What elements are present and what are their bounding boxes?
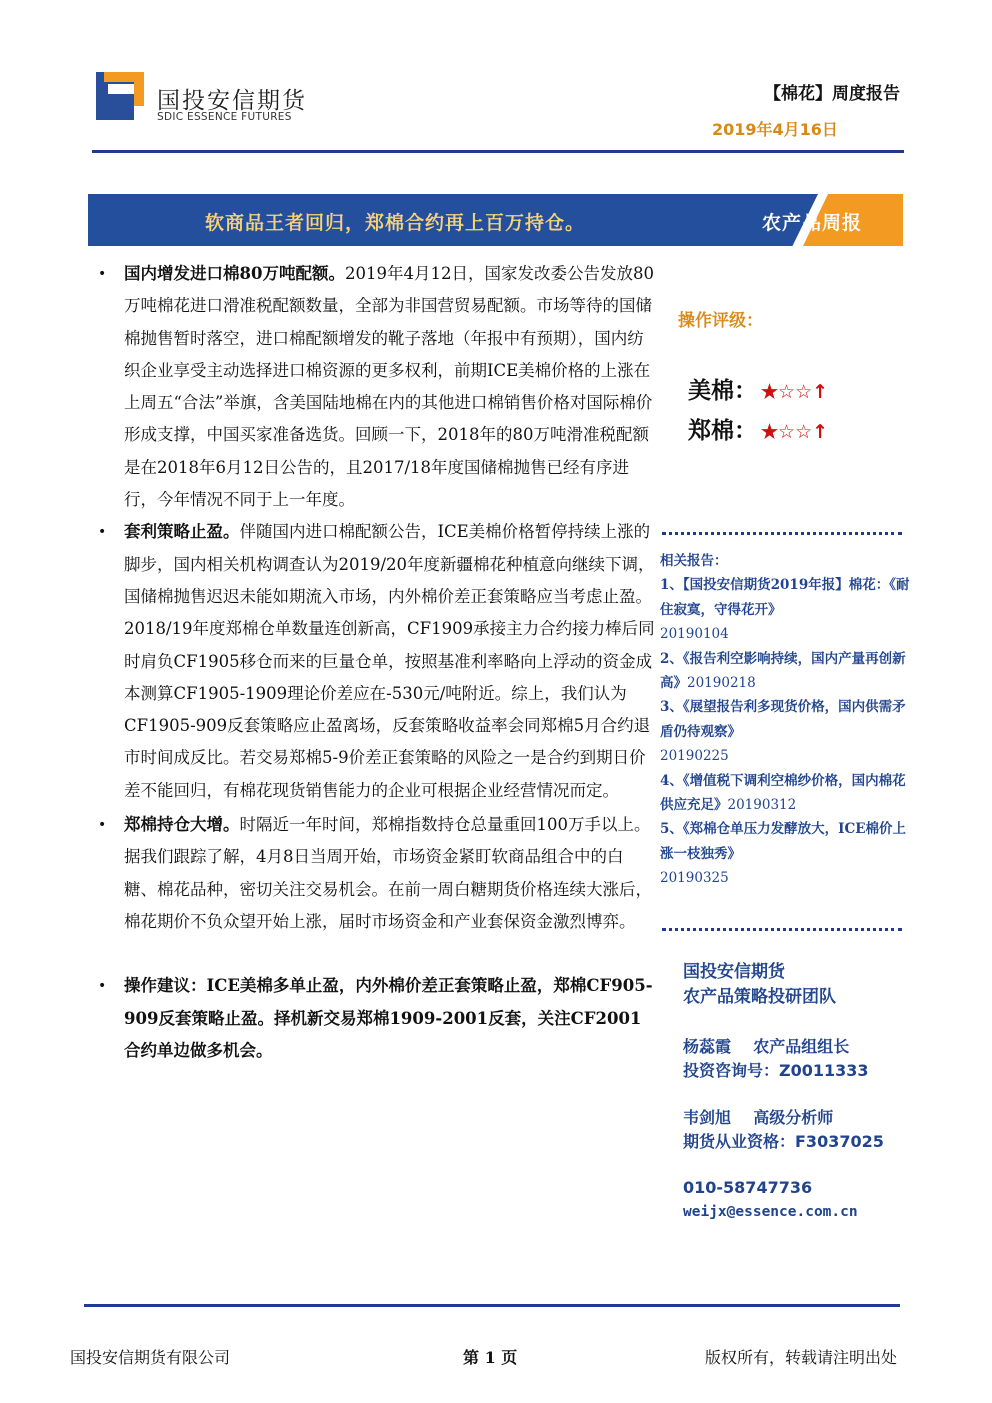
star-hollow-icon: ☆☆ — [778, 381, 813, 403]
report-headline: 软商品王者回归，郑棉合约再上百万持仓。 — [205, 212, 586, 234]
rating-label: 郑棉： — [688, 417, 757, 444]
related-item[interactable]: 1、【国投安信期货2019年报】棉花：《耐住寂寞，守得花开》 20190104 — [660, 577, 910, 643]
analyst-id: 投资咨询号：Z0011333 — [683, 1061, 869, 1080]
arrow-up-icon: ↑ — [812, 381, 829, 403]
paragraph-text: 2019年4月12日，国家发改委公告发放80万吨棉花进口滑准税配额数量，全部为非国营贸易配额。市场等待的国储棉抛售暂时落空，进口棉配额增发的靴子落地（年报中有预期），国内纺织企业享受主动选择进口棉资源的更多权利，前期ICE美棉价格的上涨在上周五“合法”举旗，含美国陆地棉在内的其他进口棉销售价格对国际棉价形成支撑，中国买家准备选货。回顾一下，2018年的80万吨滑准税配额是在2018年6月12日公告的，且2017/18年度国储棉抛售已经有序进行，今年情况不同于上一年度。 — [124, 264, 654, 510]
bullet-icon: • — [98, 817, 107, 834]
related-item[interactable]: 2、《报告利空影响持续，国内产量再创新高》20190218 — [660, 650, 906, 692]
related-item[interactable]: 3、《展望报告利多现货价格，国内供需矛盾仍待观察》 20190225 — [660, 699, 906, 765]
star-hollow-icon: ☆☆ — [778, 421, 813, 443]
paragraph-lead: 国内增发进口棉80万吨配额。 — [124, 264, 345, 283]
page-number: 第 1 页 — [463, 1348, 518, 1367]
related-title: 相关报告： — [660, 553, 728, 569]
contact-phone: 010-58747736 — [683, 1178, 813, 1197]
main-content — [96, 258, 656, 1067]
team-name: 农产品策略投研团队 — [683, 987, 836, 1007]
bullet-paragraph — [96, 516, 656, 807]
related-item[interactable]: 4、《增值税下调利空棉纱价格，国内棉花供应充足》20190312 — [660, 772, 906, 814]
report-type: 【棉花】周度报告 — [764, 84, 900, 104]
analyst-2 — [683, 1106, 913, 1154]
company-logo — [96, 72, 144, 120]
paragraph-lead: 操作建议：ICE美棉多单止盈，内外棉价差正套策略止盈，郑棉CF905-909反套策略止盈。择机新交易郑棉1909-2001反套，关注CF2001合约单边做多机会。 — [124, 976, 653, 1060]
footer-divider — [84, 1304, 900, 1307]
bullet-paragraph — [96, 258, 656, 516]
footer-copyright: 版权所有，转载请注明出处 — [705, 1348, 898, 1367]
paragraph-lead: 郑棉持仓大增。 — [124, 815, 240, 835]
footer-company: 国投安信期货有限公司 — [70, 1348, 231, 1367]
paragraph-text: 时隔近一年时间，郑棉指数持仓总量重回100万手以上。据我们跟踪了解，4月8日当周开始，市场资金紧盯软商品组合中的白糖、棉花品种，密切关注交易机会。在前一周白糖期货价格连续大涨后，棉花期价不负众望开始上涨，届时市场资金和产业套保资金激烈博弈。 — [124, 815, 652, 931]
bullet-paragraph — [96, 809, 656, 938]
header-divider — [92, 150, 904, 153]
contact-block — [683, 1176, 913, 1224]
paragraph-text: 伴随国内进口棉配额公告，ICE美棉价格暂停持续上涨的脚步，国内相关机构调查认为2019/20年度新疆棉花种植意向继续下调，国储棉抛售迟迟未能如期流入市场，内外棉价差正套策略应当考虑止盈。2018/19年度郑棉仓单数量连创新高，CF1909承接主力合约接力棒后同时肩负CF1905移仓而来的巨量仓单，按照基准利率略向上浮动的资金成本测算CF1905-1909理论价差应在-530元/吨附近。综上，我们认为CF1905-909反套策略应止盈离场，反套策略收益率会同郑棉5月合约退市时间成反比。若交易郑棉5-9价差正套策略的风险之一是合约到期日价差不能回归，有棉花现货销售能力的企业可根据企业经营情况而定。 — [124, 522, 655, 800]
brand-name-cn: 国投安信期货 — [157, 88, 307, 114]
rating-label: 美棉： — [688, 377, 757, 404]
bullet-icon: • — [98, 524, 107, 541]
contact-email[interactable]: weijx@essence.com.cn — [683, 1204, 858, 1220]
bullet-icon: • — [98, 978, 107, 995]
analyst-name: 杨蕊霞 农产品组组长 — [683, 1037, 850, 1056]
analyst-name: 韦剑旭 高级分析师 — [683, 1108, 834, 1127]
analyst-1 — [683, 1035, 913, 1083]
report-category: 农产品周报 — [762, 212, 863, 234]
brand-name-en: SDIC ESSENCE FUTURES — [157, 111, 292, 123]
report-date: 2019年4月16日 — [712, 120, 838, 139]
team-block — [683, 960, 913, 1010]
analyst-id: 期货从业资格：F3037025 — [683, 1132, 884, 1151]
team-org: 国投安信期货 — [683, 962, 785, 982]
rating-zhengzhou-cotton — [688, 412, 828, 445]
star-filled-icon: ★ — [761, 381, 779, 403]
rating-us-cotton — [688, 372, 828, 405]
rating-title: 操作评级： — [678, 311, 763, 331]
paragraph-lead: 套利策略止盈。 — [124, 522, 240, 542]
related-reports — [660, 549, 910, 891]
star-filled-icon: ★ — [761, 421, 779, 443]
bullet-icon: • — [98, 266, 107, 282]
dotted-divider — [662, 532, 902, 535]
arrow-up-icon: ↑ — [812, 421, 829, 443]
dotted-divider — [662, 928, 902, 931]
operation-advice — [96, 970, 656, 1067]
related-item[interactable]: 5、《郑棉仓单压力发酵放大，ICE棉价上涨一枝独秀》 20190325 — [660, 821, 906, 887]
